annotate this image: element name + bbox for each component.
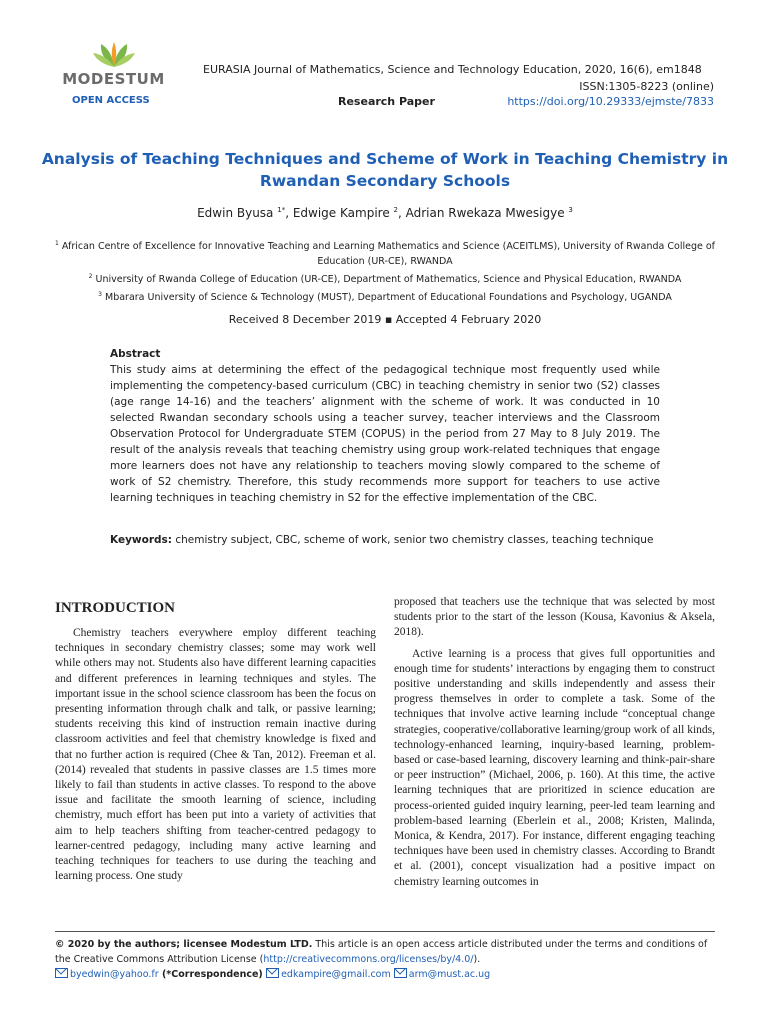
author-name: , Adrian Rwekaza Mwesigye bbox=[397, 206, 569, 220]
left-column bbox=[55, 626, 376, 884]
abstract bbox=[110, 346, 660, 506]
envelope-icon bbox=[55, 968, 68, 978]
author-list bbox=[40, 206, 730, 220]
brand-name: MODESTUM bbox=[62, 70, 165, 88]
paragraph: Active learning is a process that gives full opportunities and enough time for students’ interactions by engaging them to construct positive understanding and skills independently and assess their progress themselves in order to complete a task. Some of the techniques that involve active learning include “conceptual change strategies, cooperative/collaborative learning/group work of all kinds, technology-enhanced learning, inquiry-based learning, problem-based or case-based learning, discovery learning and think-pair-share or peer instruction” (Michael, 2006, p. 160). At this time, the active learning techniques that are prioritized in science education are process-oriented guided inquiry learning, peer-led team learning and problem-based learning (Eberlein et al., 2008; Kristen, Malinda, Monica, & Kendra, 2017). For instance, different engaging teaching techniques have been used in chemistry classes. According to Brandt et al. (2001), concept visualization had a positive impact on chemistry learning outcomes in bbox=[394, 647, 715, 888]
title-line-1: Analysis of Teaching Techniques and Scheme of Work in Teaching Chemistry in bbox=[41, 150, 729, 168]
author-mark: 3 bbox=[568, 206, 573, 214]
copyright-text: This article is an open access article distributed under the terms and conditions of the Creative Commons Attribution License ( bbox=[55, 939, 708, 965]
paragraph: Chemistry teachers everywhere employ different teaching techniques in secondary chemistry classes; some may work well while others may not. Students also have different learning capacities and different preferences in learning techniques and styles. The important issue in the school science classroom has been the focus on presenting information through chalk and talk, or passive learning; students receiving this kind of instruction remain inactive during classroom activities and feel that chemistry knowledge is fixed and that no further action is required (Chee & Tan, 2012). Freeman et al. (2014) revealed that students in passive classes are 1.5 times more likely to fail than students in active classes. To respond to the above issue and facilitate the smooth learning of science, including chemistry, much effort has been put into a variety of activities that aim to help teachers shifting from teacher-centred pedagogy to learner-centred pedagogy, including many active learning and teaching techniques for teachers to use during the teaching and learning process. One study bbox=[55, 627, 376, 883]
doi-link[interactable]: https://doi.org/10.29333/ejmste/7833 bbox=[507, 95, 714, 108]
affiliation bbox=[45, 269, 725, 287]
affiliation-mark: 2 bbox=[88, 273, 93, 281]
author-mark: 1* bbox=[277, 206, 286, 214]
affiliation-mark: 1 bbox=[54, 240, 59, 247]
copyright-bold: © 2020 by the authors; licensee Modestum LTD. bbox=[55, 939, 313, 950]
author-mark: 2 bbox=[393, 206, 398, 214]
keywords-label: Keywords: bbox=[110, 534, 172, 546]
right-column bbox=[394, 595, 715, 890]
section-heading-introduction: INTRODUCTION bbox=[55, 600, 176, 616]
footer-divider bbox=[55, 931, 715, 932]
author-name: , Edwige Kampire bbox=[285, 206, 394, 220]
open-access-label: OPEN ACCESS bbox=[72, 95, 150, 106]
email-link[interactable]: edkampire@gmail.com bbox=[281, 969, 391, 980]
affiliation-text: African Centre of Excellence for Innovative Teaching and Learning Mathematics and Science (ACEITLMS), University of Rwanda College of Education (UR-CE), RWANDA bbox=[58, 241, 716, 268]
publisher-logo bbox=[56, 40, 171, 88]
journal-citation: EURASIA Journal of Mathematics, Science and Technology Education, 2020, 16(6), em1848 bbox=[203, 63, 702, 76]
contact-emails bbox=[55, 967, 715, 982]
copyright-end: ). bbox=[473, 954, 481, 965]
issn: ISSN:1305-8223 (online) bbox=[579, 80, 714, 93]
correspondence-label: (*Correspondence) bbox=[158, 969, 267, 980]
affiliations bbox=[45, 236, 725, 305]
affiliation-text: Mbarara University of Science & Technology (MUST), Department of Educational Foundations and Psychology, UGANDA bbox=[101, 292, 672, 304]
keywords bbox=[110, 532, 660, 548]
affiliation-text: University of Rwanda College of Education (UR-CE), Department of Mathematics, Science and Physical Education, RWANDA bbox=[92, 274, 682, 286]
received-accepted-dates: Received 8 December 2019 ▪ Accepted 4 February 2020 bbox=[228, 313, 542, 326]
abstract-text: This study aims at determining the effect of the pedagogical technique most frequently used while implementing the competency-based curriculum (CBC) in teaching chemistry in senior two (S2) classes (age range 14-16) and the teachers’ alignment with the scheme of work. It was conducted in 10 selected Rwandan secondary schools using a teacher survey, teacher interviews and the Classroom Observation Protocol for Undergraduate STEM (COPUS) in the period from 27 May to 8 July 2019. The result of the analysis reveals that teaching chemistry using group work-related techniques that engage more learners does not have any relationship to teachers moving slowly compared to the scheme of work of S2 chemistry. Therefore, this study recommends more support for teachers to use active learning techniques in teaching chemistry in S2 for the effective implementation of the CBC. bbox=[110, 364, 660, 504]
email-link[interactable]: arm@must.ac.ug bbox=[408, 969, 491, 980]
title-line-2: Rwandan Secondary Schools bbox=[259, 172, 511, 190]
author-name: Edwin Byusa bbox=[197, 206, 278, 220]
paper-title bbox=[40, 148, 730, 192]
license-link[interactable]: http://creativecommons.org/licenses/by/4.0/ bbox=[263, 954, 474, 965]
copyright-notice bbox=[55, 937, 715, 967]
article-type: Research Paper bbox=[338, 95, 435, 108]
abstract-heading: Abstract bbox=[110, 348, 161, 360]
email-link[interactable]: byedwin@yahoo.fr bbox=[70, 969, 159, 980]
envelope-icon bbox=[266, 968, 279, 978]
leaf-logo-icon bbox=[92, 40, 136, 68]
affiliation-mark: 3 bbox=[98, 291, 102, 299]
keywords-text: chemistry subject, CBC, scheme of work, senior two chemistry classes, teaching technique bbox=[171, 534, 654, 546]
footer bbox=[55, 937, 715, 982]
envelope-icon bbox=[394, 968, 407, 978]
affiliation bbox=[45, 287, 725, 305]
affiliation bbox=[45, 236, 725, 269]
paragraph: proposed that teachers use the technique that was selected by most students prior to the start of the lesson (Kousa, Kavonius & Aksela, 2018). bbox=[394, 596, 715, 639]
